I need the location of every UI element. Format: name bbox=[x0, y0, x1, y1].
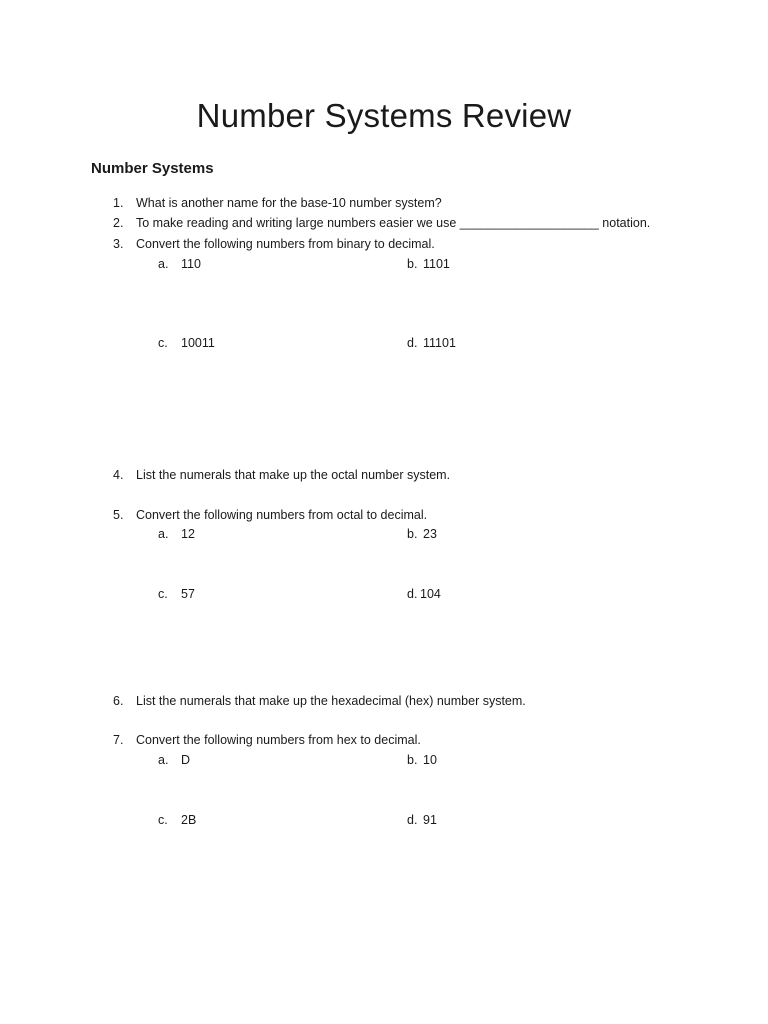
question-text: List the numerals that make up the octal number system. bbox=[136, 468, 451, 482]
item-value: 12 bbox=[181, 527, 195, 541]
item-letter: c. bbox=[158, 587, 168, 601]
question-number: 3. bbox=[113, 237, 124, 251]
item-value: 11101 bbox=[423, 336, 456, 350]
item-value: 10 bbox=[423, 753, 437, 767]
item-value: D bbox=[181, 753, 191, 767]
question-number: 6. bbox=[113, 694, 124, 708]
item-letter: c. bbox=[158, 336, 168, 350]
item-value: 104 bbox=[420, 587, 441, 601]
item-letter: a. bbox=[158, 527, 169, 541]
item-letter: b. bbox=[407, 753, 418, 767]
item-value: 10011 bbox=[181, 336, 215, 350]
question-text: List the numerals that make up the hexadecimal (hex) number system. bbox=[136, 694, 526, 708]
question-number: 2. bbox=[113, 216, 124, 230]
document-title: Number Systems Review bbox=[196, 97, 572, 134]
item-value: 2B bbox=[181, 813, 197, 827]
item-letter: d. bbox=[407, 813, 418, 827]
question-text: Convert the following numbers from hex to decimal. bbox=[136, 733, 421, 747]
question-number: 7. bbox=[113, 733, 124, 747]
question-number: 1. bbox=[113, 196, 124, 210]
item-value: 91 bbox=[423, 813, 437, 827]
item-letter: d. bbox=[407, 587, 418, 601]
question-number: 4. bbox=[113, 468, 124, 482]
item-value: 110 bbox=[181, 257, 201, 271]
item-letter: c. bbox=[158, 813, 168, 827]
question-text: What is another name for the base-10 number system? bbox=[136, 196, 442, 210]
item-value: 57 bbox=[181, 587, 195, 601]
question-text: To make reading and writing large numbers easier we use ____________________ notation. bbox=[136, 216, 651, 230]
item-letter: a. bbox=[158, 257, 169, 271]
question-text: Convert the following numbers from octal to decimal. bbox=[136, 508, 428, 522]
item-letter: b. bbox=[407, 257, 418, 271]
item-letter: a. bbox=[158, 753, 169, 767]
question-text: Convert the following numbers from binary to decimal. bbox=[136, 237, 435, 251]
item-letter: d. bbox=[407, 336, 418, 350]
item-value: 1101 bbox=[423, 257, 450, 271]
item-value: 23 bbox=[423, 527, 437, 541]
item-letter: b. bbox=[407, 527, 418, 541]
section-heading: Number Systems bbox=[91, 160, 214, 177]
question-number: 5. bbox=[113, 508, 124, 522]
